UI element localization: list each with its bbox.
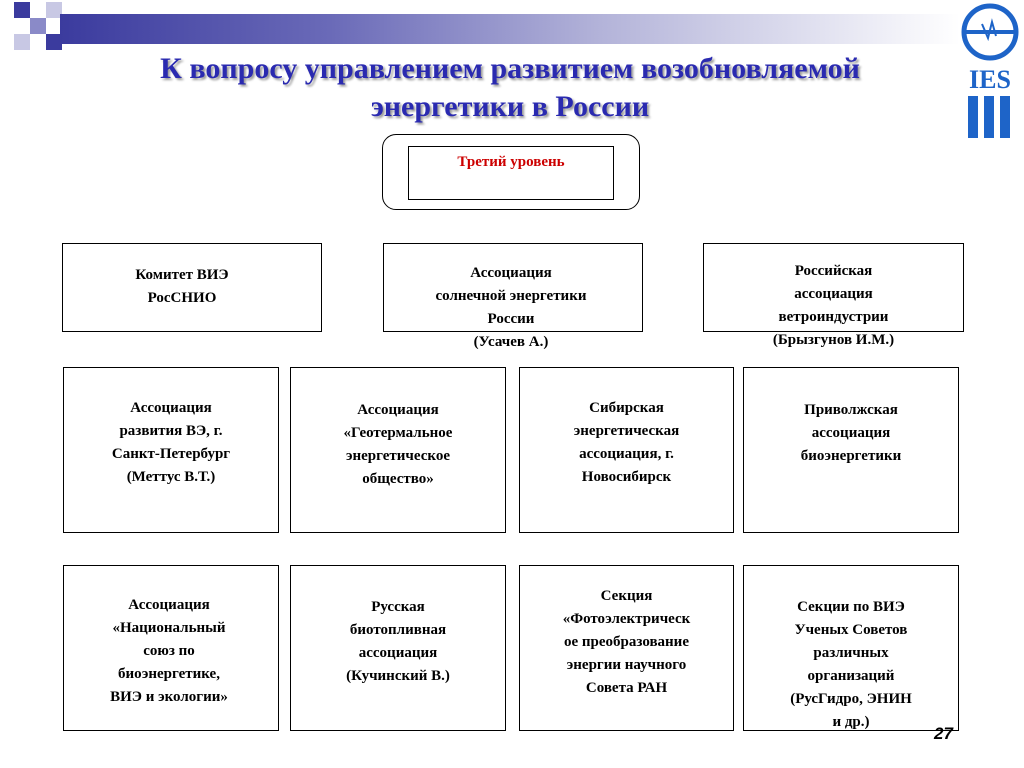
logo-text: IES <box>969 65 1011 94</box>
org-label: Сибирская энергетическая ассоциация, г. Новосибирск <box>573 400 680 485</box>
org-label: Ассоциация солнечной энергетики России (Усачев А.) <box>435 265 587 350</box>
org-label: Российская ассоциация ветроиндустрии (Брызгунов И.М.) <box>772 263 895 348</box>
org-label: Русская биотопливная ассоциация (Кучинский В.) <box>346 599 450 684</box>
slide-title: К вопросу управлением развитием возобновляемой энергетики в России <box>160 52 860 123</box>
org-label: Ассоциация «Национальный союз по биоэнергетике, ВИЭ и экологии» <box>110 597 228 705</box>
org-label: Приволжская ассоциация биоэнергетики <box>800 402 902 464</box>
org-label: Комитет ВИЭ РосСНИО <box>135 267 229 306</box>
org-label: Секция «Фотоэлектрическ ое преобразование энергии научного Совета РАН <box>562 588 691 696</box>
org-label: Ассоциация развития ВЭ, г. Санкт-Петербург (Меттус В.Т.) <box>111 400 231 485</box>
org-label: Секции по ВИЭ Ученых Советов различных организаций (РусГидро, ЭНИН и др.) <box>790 599 912 730</box>
level-label: Третий уровень <box>408 146 614 200</box>
header-bar <box>60 14 960 44</box>
page-number: 27 <box>934 724 953 743</box>
org-label: Ассоциация «Геотермальное энергетическое общество» <box>343 402 453 487</box>
logo-icon <box>958 2 1022 142</box>
